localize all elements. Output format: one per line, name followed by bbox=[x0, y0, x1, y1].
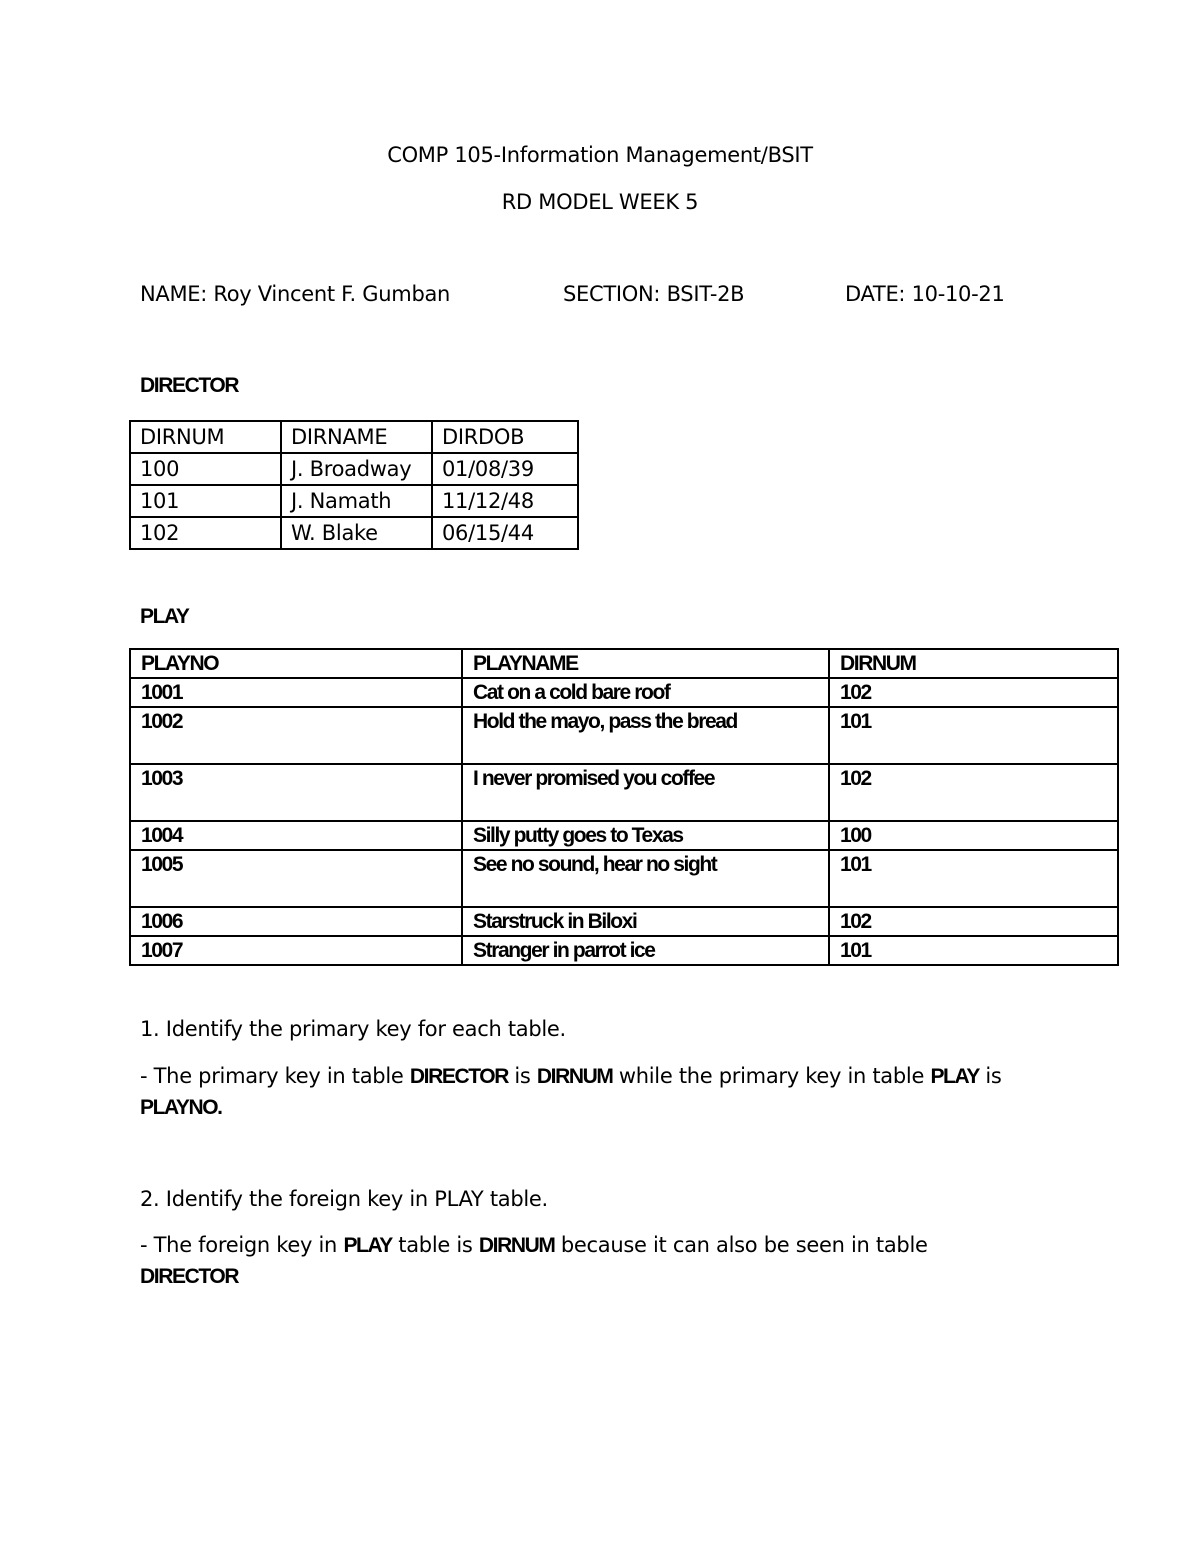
answer-keyword: DIRECTOR bbox=[140, 1265, 239, 1288]
column-header: DIRDOB bbox=[432, 421, 578, 453]
table-cell: 1001 bbox=[130, 678, 462, 707]
column-header: PLAYNAME bbox=[462, 649, 829, 678]
table-row bbox=[130, 453, 578, 485]
table-cell: 1003 bbox=[130, 764, 462, 821]
table-row bbox=[130, 678, 1118, 707]
student-section: SECTION: BSIT-2B bbox=[563, 282, 745, 306]
answer-text: table is bbox=[391, 1233, 479, 1257]
table-row bbox=[130, 821, 1118, 850]
table-cell: Silly putty goes to Texas bbox=[462, 821, 829, 850]
answer-1 bbox=[140, 1061, 1080, 1123]
answer-text: because it can also be seen in table bbox=[554, 1233, 928, 1257]
table-cell: 01/08/39 bbox=[432, 453, 578, 485]
table-cell: I never promised you coffee bbox=[462, 764, 829, 821]
table-cell: Cat on a cold bare roof bbox=[462, 678, 829, 707]
table-cell: 100 bbox=[829, 821, 1118, 850]
table-cell: 1006 bbox=[130, 907, 462, 936]
question-2: 2. Identify the foreign key in PLAY table. bbox=[140, 1187, 548, 1211]
question-1: 1. Identify the primary key for each table. bbox=[140, 1017, 566, 1041]
table-header-row bbox=[130, 421, 578, 453]
table-cell: 11/12/48 bbox=[432, 485, 578, 517]
answer-text: - The foreign key in bbox=[140, 1233, 344, 1257]
table-cell: J. Broadway bbox=[281, 453, 432, 485]
table-cell: 1005 bbox=[130, 850, 462, 907]
column-header: DIRNAME bbox=[281, 421, 432, 453]
document-subtitle: RD MODEL WEEK 5 bbox=[501, 190, 699, 214]
table-row bbox=[130, 907, 1118, 936]
table-cell: Starstruck in Biloxi bbox=[462, 907, 829, 936]
table-cell: 1002 bbox=[130, 707, 462, 764]
table-row bbox=[130, 850, 1118, 907]
table-cell: 102 bbox=[829, 678, 1118, 707]
column-header: DIRNUM bbox=[130, 421, 281, 453]
table-row bbox=[130, 707, 1118, 764]
play-table-heading: PLAY bbox=[140, 605, 189, 628]
document-title: COMP 105-Information Management/BSIT bbox=[387, 143, 813, 167]
table-cell: 101 bbox=[829, 707, 1118, 764]
answer-text: is bbox=[978, 1064, 1002, 1088]
table-header-row bbox=[130, 649, 1118, 678]
answer-text: - The primary key in table bbox=[140, 1064, 410, 1088]
column-header: DIRNUM bbox=[829, 649, 1118, 678]
table-cell: 1004 bbox=[130, 821, 462, 850]
table-cell: Stranger in parrot ice bbox=[462, 936, 829, 965]
submission-date: DATE: 10-10-21 bbox=[845, 282, 1005, 306]
table-cell: J. Namath bbox=[281, 485, 432, 517]
table-row bbox=[130, 517, 578, 549]
director-table-heading: DIRECTOR bbox=[140, 374, 239, 397]
director-table bbox=[129, 420, 579, 550]
column-header: PLAYNO bbox=[130, 649, 462, 678]
table-cell: See no sound, hear no sight bbox=[462, 850, 829, 907]
table-cell: Hold the mayo, pass the bread bbox=[462, 707, 829, 764]
answer-keyword: DIRNUM bbox=[478, 1234, 555, 1257]
answer-text: is bbox=[507, 1064, 537, 1088]
table-cell: 101 bbox=[829, 936, 1118, 965]
table-cell: 102 bbox=[829, 907, 1118, 936]
table-cell: 102 bbox=[130, 517, 281, 549]
answer-keyword: PLAY bbox=[930, 1065, 979, 1088]
table-row bbox=[130, 936, 1118, 965]
table-cell: 1007 bbox=[130, 936, 462, 965]
play-table bbox=[129, 648, 1119, 966]
table-cell: 100 bbox=[130, 453, 281, 485]
table-cell: 06/15/44 bbox=[432, 517, 578, 549]
answer-2 bbox=[140, 1230, 1080, 1292]
table-cell: 102 bbox=[829, 764, 1118, 821]
table-row bbox=[130, 764, 1118, 821]
table-cell: 101 bbox=[130, 485, 281, 517]
student-name: NAME: Roy Vincent F. Gumban bbox=[140, 282, 451, 306]
answer-keyword: DIRECTOR bbox=[409, 1065, 508, 1088]
table-cell: 101 bbox=[829, 850, 1118, 907]
table-cell: W. Blake bbox=[281, 517, 432, 549]
answer-text: while the primary key in table bbox=[612, 1064, 931, 1088]
answer-keyword: DIRNUM bbox=[536, 1065, 613, 1088]
answer-keyword: PLAY bbox=[343, 1234, 392, 1257]
answer-keyword: PLAYNO. bbox=[140, 1096, 222, 1119]
table-row bbox=[130, 485, 578, 517]
